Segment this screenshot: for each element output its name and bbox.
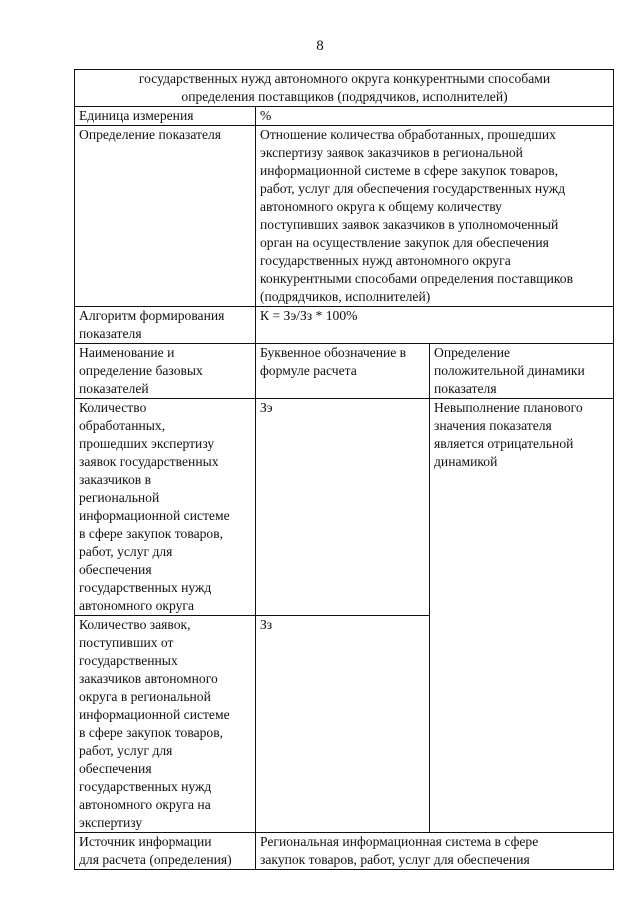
table-row [75, 107, 614, 126]
table-row [75, 399, 614, 616]
algorithm-label: Алгоритм формирования показателя [75, 307, 256, 344]
table-row [75, 126, 614, 307]
base-row-2-name: Количество заявок, поступивших от государственных заказчиков автономного округа в региональной информационной системе в сфере закупок товаров, работ, услуг для обеспечения государственных нужд автономного округа на экспертизу [75, 616, 256, 833]
table-row [75, 344, 614, 399]
unit-label: Единица измерения [75, 107, 256, 126]
base-header-name: Наименование и определение базовых показателей [75, 344, 256, 399]
page-number: 8 [316, 38, 324, 54]
table-row [75, 833, 614, 870]
source-value: Региональная информационная система в сфере закупок товаров, работ, услуг для обеспечения [256, 833, 614, 870]
base-header-dynamics: Определение положительной динамики показателя [430, 344, 614, 399]
table-row [75, 307, 614, 344]
unit-value: % [256, 107, 614, 126]
indicator-table [74, 69, 614, 870]
base-header-symbol: Буквенное обозначение в формуле расчета [256, 344, 430, 399]
definition-label: Определение показателя [75, 126, 256, 307]
base-row-1-name: Количество обработанных, прошедших экспертизу заявок государственных заказчиков в региональной информационной системе в сфере закупок товаров, работ, услуг для обеспечения государственных нужд автономного округа [75, 399, 256, 616]
table-header-text: государственных нужд автономного округа конкурентными способами определения поставщиков (подрядчиков, исполнителей) [75, 70, 614, 107]
table-row [75, 70, 614, 107]
algorithm-formula: К = Зэ/Зз * 100% [256, 307, 614, 344]
dynamics-text: Невыполнение планового значения показателя является отрицательной динамикой [430, 399, 614, 833]
base-row-1-symbol: Зэ [256, 399, 430, 616]
base-row-2-symbol: Зз [256, 616, 430, 833]
definition-value: Отношение количества обработанных, прошедших экспертизу заявок заказчиков в региональной информационной системе в сфере закупок товаров, работ, услуг для обеспечения государственных нужд автономного округа к общему количеству поступивших заявок заказчиков в уполномоченный орган на осуществление закупок для обеспечения государственных нужд автономного округа конкурентными способами определения поставщиков (подрядчиков, исполнителей) [256, 126, 614, 307]
source-label: Источник информации для расчета (определения) [75, 833, 256, 870]
